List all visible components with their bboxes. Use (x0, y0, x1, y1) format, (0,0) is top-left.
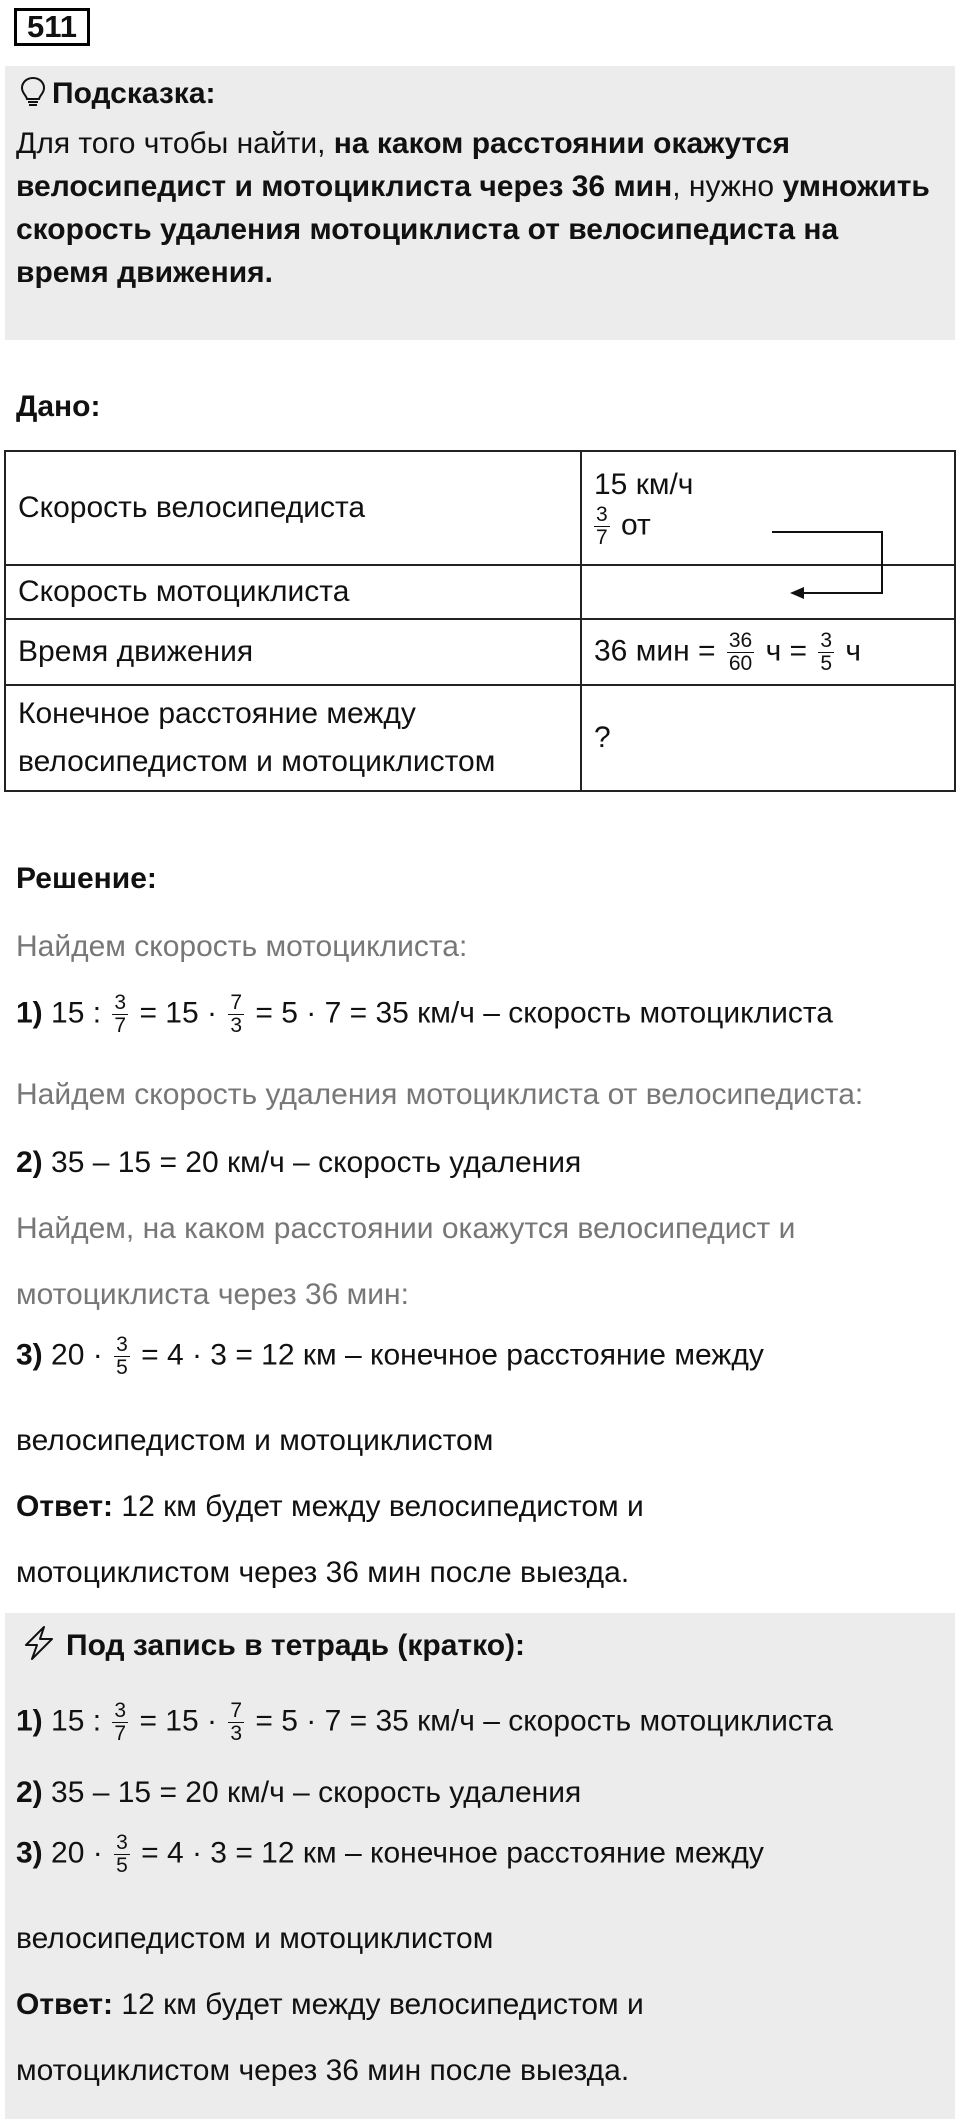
lightbulb-icon (20, 76, 46, 116)
solution-guide-2: Найдем скорость удаления мотоциклиста от велосипедиста: (16, 1078, 864, 1111)
ratio-fraction: $\frac{3}{7}$ (596, 502, 608, 549)
hint-title (20, 76, 216, 116)
lightning-icon (20, 1625, 58, 1669)
short-step-1-number: 1) (16, 1704, 43, 1738)
reference-arrow (760, 520, 890, 600)
given-label-cyclist: Скорость велосипедиста (5, 451, 581, 565)
short-answer (16, 1988, 644, 2022)
answer-text-1: 12 км будет между велосипедистом и (113, 1490, 644, 1523)
step-1-part-c: = 5 · 7 = 35 км/ч – скорость мотоциклиста (255, 996, 833, 1030)
cyclist-speed-value: 15 км/ч (594, 467, 694, 501)
solution-step-3-line2: велосипедистом и мотоциклистом (16, 1424, 494, 1457)
given-value-time (581, 619, 955, 685)
task-number: 511 (14, 8, 90, 46)
given-label-time: Время движения (5, 619, 581, 685)
given-table (4, 450, 956, 792)
time-minutes: 36 мин = (594, 633, 716, 667)
short-step-1-part-a: 15 : (42, 1704, 102, 1738)
solution-step-2 (16, 1146, 581, 1180)
hint-text-part1: Для того чтобы найти, (16, 127, 334, 160)
ratio-from-text: от (621, 507, 651, 541)
hint-text-part3: , нужно (672, 170, 783, 203)
step-1-part-a: 15 : (42, 996, 102, 1030)
short-answer-text-1: 12 км будет между велосипедистом и (113, 1988, 644, 2021)
solution-answer-line2: мотоциклистом через 36 мин после выезда. (16, 1556, 630, 1589)
step-2-text: 35 – 15 = 20 км/ч – скорость удаления (42, 1146, 582, 1179)
solution-guide-1: Найдем скорость мотоциклиста: (16, 930, 468, 963)
short-step-1-fraction-2: $\frac{7}{3}$ (230, 1699, 243, 1745)
given-label-motorcyclist: Скорость мотоциклиста (5, 565, 581, 619)
step-3-part-a: 20 · (42, 1338, 103, 1372)
short-step-1-fraction-1: $\frac{3}{7}$ (114, 1699, 127, 1745)
short-notes-title (20, 1625, 525, 1669)
time-fraction-1: $\frac{36}{60}$ (728, 628, 753, 675)
step-3-part-b: = 4 · 3 = 12 км – конечное расстояние между (141, 1338, 764, 1372)
short-step-3-part-a: 20 · (42, 1836, 103, 1870)
step-1-fraction-1: $\frac{3}{7}$ (114, 991, 127, 1037)
short-answer-label: Ответ: (16, 1988, 114, 2021)
short-notes-title-text: Под запись в тетрадь (кратко): (66, 1629, 526, 1662)
given-row-time (5, 619, 955, 685)
step-1-number: 1) (16, 996, 43, 1030)
time-unit-eq: ч = (765, 633, 808, 667)
hint-text-part2: на каком расстоянии окажутся велосипедист и мотоциклиста через 36 мин (16, 127, 790, 203)
distance-label-line1: Конечное расстояние между (18, 697, 416, 730)
step-1-part-b: = 15 · (139, 996, 217, 1030)
hint-text (16, 122, 936, 294)
hint-title-text: Подсказка: (52, 77, 216, 110)
answer-label: Ответ: (16, 1490, 114, 1523)
short-step-1 (16, 1700, 833, 1745)
short-step-2-number: 2) (16, 1776, 43, 1809)
short-step-3 (16, 1832, 764, 1877)
solution-guide-3a: Найдем, на каком расстоянии окажутся велосипедист и (16, 1212, 796, 1245)
short-step-3-line2: велосипедистом и мотоциклистом (16, 1922, 494, 1955)
distance-label-line2: велосипедистом и мотоциклистом (18, 745, 496, 778)
short-step-1-part-b: = 15 · (139, 1704, 217, 1738)
given-row-distance (5, 685, 955, 791)
hint-text-part4: умножить скорость удаления мотоциклиста от велосипедиста на время движения. (16, 170, 930, 289)
given-title: Дано: (16, 390, 101, 423)
given-label-distance (5, 685, 581, 791)
short-answer-line2: мотоциклистом через 36 мин после выезда. (16, 2054, 630, 2087)
step-2-number: 2) (16, 1146, 43, 1179)
solution-step-1 (16, 992, 833, 1037)
short-step-3-number: 3) (16, 1836, 43, 1870)
short-step-2-text: 35 – 15 = 20 км/ч – скорость удаления (42, 1776, 582, 1809)
short-step-3-part-b: = 4 · 3 = 12 км – конечное расстояние между (141, 1836, 764, 1870)
short-step-3-fraction: $\frac{3}{5}$ (116, 1831, 128, 1877)
time-fraction-2: $\frac{3}{5}$ (820, 628, 833, 675)
time-unit: ч (845, 633, 862, 667)
solution-title: Решение: (16, 862, 157, 895)
solution-step-3 (16, 1334, 764, 1379)
step-1-fraction-2: $\frac{7}{3}$ (230, 991, 243, 1037)
solution-answer (16, 1490, 644, 1524)
short-step-1-part-c: = 5 · 7 = 35 км/ч – скорость мотоциклиста (255, 1704, 833, 1738)
solution-guide-3b: мотоциклиста через 36 мин: (16, 1278, 409, 1311)
step-3-fraction: $\frac{3}{5}$ (116, 1333, 128, 1379)
step-3-number: 3) (16, 1338, 43, 1372)
given-value-distance: ? (581, 685, 955, 791)
short-step-2 (16, 1776, 581, 1810)
